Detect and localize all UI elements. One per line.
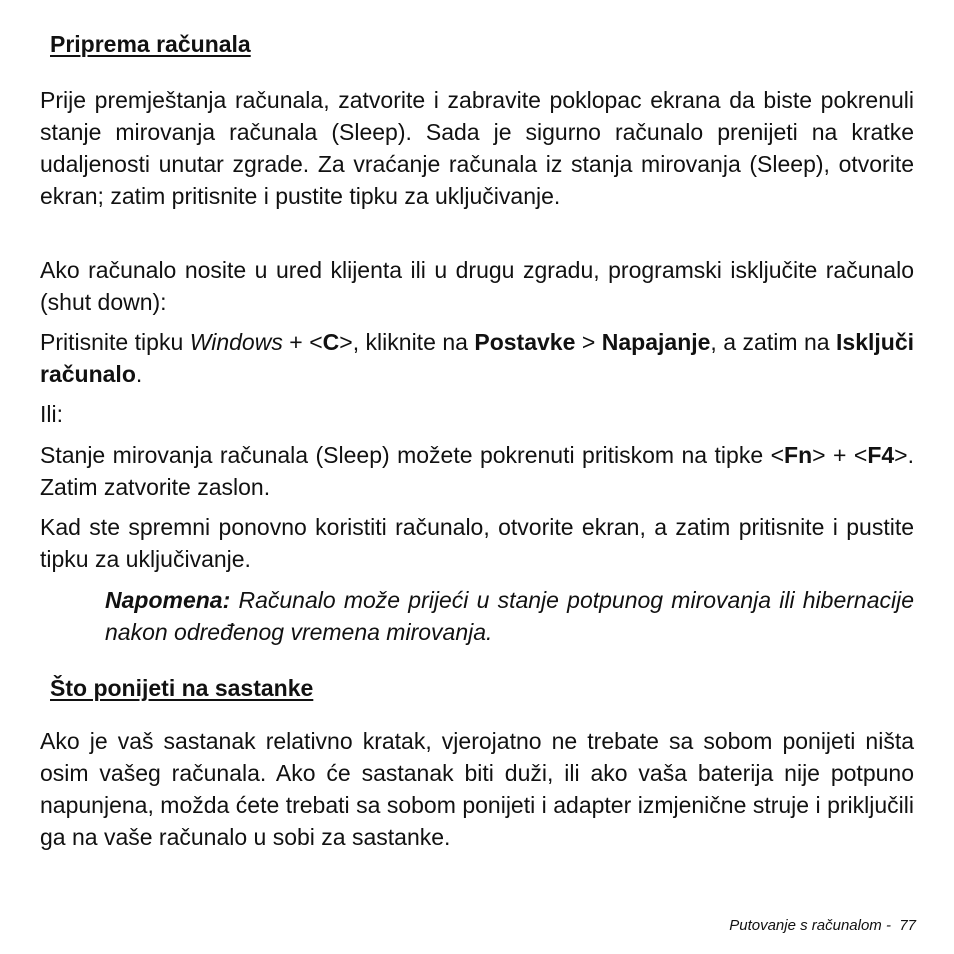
- note-label: Napomena:: [105, 587, 231, 613]
- settings-menu-label: Postavke: [474, 329, 576, 355]
- footer-title: Putovanje s računalom -: [729, 917, 891, 934]
- text-segment: Pritisnite tipku: [40, 329, 190, 355]
- shutdown-option-label: Isključi računalo: [40, 329, 914, 387]
- paragraph-sleep-shortcut: [40, 439, 914, 503]
- page-footer: [729, 917, 916, 934]
- section-heading-meetings: Što ponijeti na sastanke: [50, 675, 314, 701]
- c-key-label: C: [322, 329, 340, 355]
- text-segment: .: [135, 361, 143, 387]
- paragraph-meetings: Ako je vaš sastanak relativno kratak, vjerojatno ne trebate sa sobom ponijeti ništa osim vašeg računala. Ako će sastanak biti duži, ili ako vaša baterija nije potpuno napunjena, možda ćete trebati sa sobom ponijeti i adapter izmjenične struje i priključili ga na vaše računalo u sobi za sastanke.: [40, 728, 914, 850]
- text-segment: , a zatim na: [710, 329, 837, 355]
- text-segment: >: [575, 329, 602, 355]
- windows-key-label: Windows: [189, 329, 283, 355]
- paragraph-sleep-intro: Prije premještanja računala, zatvorite i zabravite poklopac ekrana da biste pokrenuli stanje mirovanja računala (Sleep). Sada je sigurno računalo prenijeti na kratke udaljenosti unutar zgrade. Za vraćanje računala iz stanja mirovanja (Sleep), otvorite ekran; zatim pritisnite i pustite tipku za uključivanje.: [40, 87, 914, 209]
- paragraph-shutdown-steps: [40, 326, 914, 390]
- paragraph-or: Ili:: [40, 401, 63, 427]
- note-text: Računalo može prijeći u stanje potpunog mirovanja ili hibernacije nakon određenog vremena mirovanja.: [105, 587, 914, 645]
- section-heading-preparing: Priprema računala: [50, 31, 251, 57]
- text-segment: + <: [282, 329, 323, 355]
- text-segment: > + <: [812, 442, 868, 468]
- paragraph-resume: Kad ste spremni ponovno koristiti računalo, otvorite ekran, a zatim pritisnite i pustite tipku za uključivanje.: [40, 514, 914, 572]
- power-menu-label: Napajanje: [601, 329, 711, 355]
- f4-key-label: F4: [867, 442, 895, 468]
- text-segment: >, kliknite na: [339, 329, 475, 355]
- fn-key-label: Fn: [784, 442, 813, 468]
- text-segment: >. Zatim zatvorite zaslon.: [40, 442, 914, 500]
- note-block: [105, 584, 914, 648]
- page-number: 77: [899, 917, 916, 934]
- paragraph-shutdown-intro: Ako računalo nosite u ured klijenta ili u drugu zgradu, programski isključite računalo (shut down):: [40, 257, 914, 315]
- text-segment: Stanje mirovanja računala (Sleep) možete pokrenuti pritiskom na tipke <: [40, 442, 785, 468]
